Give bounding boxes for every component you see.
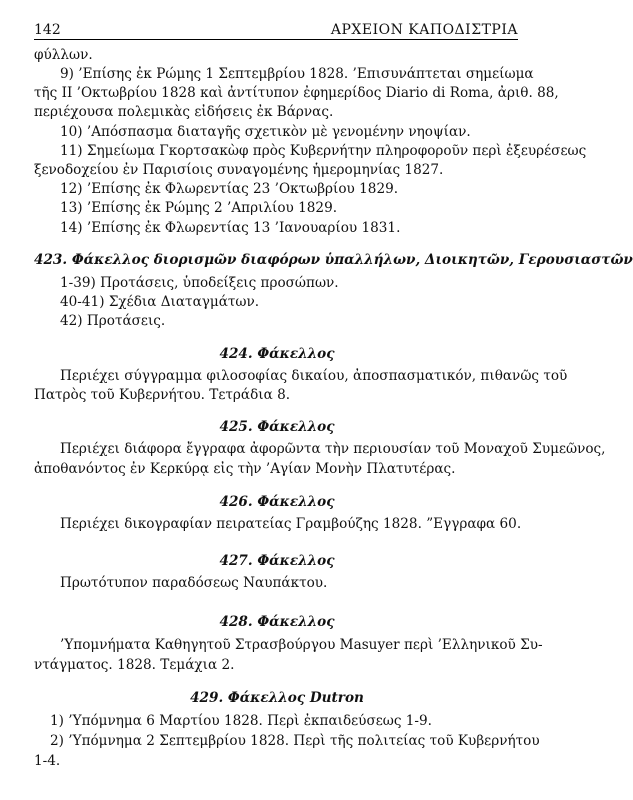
- text-line: τῆς ΙΙ ’Οκτωβρίου 1828 καὶ ἀντίτυπον ἐφημερίδος Diario di Roma, ἀριθ. 88,: [34, 85, 559, 101]
- text-line: Περιέχει δικογραφίαν πειρατείας Γραμβούζης 1828. ”Εγγραφα 60.: [60, 516, 522, 532]
- text-line: 42) Προτάσεις.: [60, 313, 166, 329]
- text-line: ντάγματος. 1828. Τεμάχια 2.: [34, 657, 235, 673]
- page-number: 142: [34, 22, 61, 38]
- text-line: 11) Σημείωμα Γκορτσακὼφ πρὸς Κυβερνήτην πληροφοροῦν περὶ ἐξευρέσεως: [60, 143, 587, 159]
- text-line: 12) ’Επίσης ἐκ Φλωρεντίας 23 ’Οκτωβρίου 1829.: [60, 181, 399, 197]
- text-line: 2) ’Υπόμνημα 2 Σεπτεμβρίου 1828. Περὶ τῆς πολιτείας τοῦ Κυβερνήτου: [50, 733, 540, 749]
- text-line: 1) ’Υπόμνημα 6 Μαρτίου 1828. Περὶ ἐκπαιδεύσεως 1-9.: [50, 713, 432, 729]
- section-heading: 424. Φάκελλος: [219, 346, 335, 362]
- section-heading: 425. Φάκελλος: [219, 419, 335, 435]
- section-heading: 429. Φάκελλος Dutron: [190, 690, 364, 706]
- section-heading: 427. Φάκελλος: [219, 553, 335, 569]
- page-header: [34, 22, 518, 38]
- text-line: περιέχουσα πολεμικὰς εἰδήσεις ἐκ Βάρνας.: [34, 104, 334, 120]
- text-line: φύλλων.: [34, 47, 93, 63]
- text-line: ’Υπομνήματα Καθηγητοῦ Στρασβούργου Masuyer περὶ ’Ελληνικοῦ Συ-: [60, 637, 543, 653]
- text-line: Πατρὸς τοῦ Κυβερνήτου. Τετράδια 8.: [34, 387, 291, 403]
- text-line: 9) ’Επίσης ἐκ Ρώμης 1 Σεπτεμβρίου 1828. ’Επισυνάπτεται σημείωμα: [60, 66, 534, 82]
- text-line: 1-39) Προτάσεις, ὑποδείξεις προσώπων.: [60, 275, 339, 291]
- section-heading: 426. Φάκελλος: [219, 494, 335, 510]
- text-line: 13) ’Επίσης ἐκ Ρώμης 2 ’Απριλίου 1829.: [60, 200, 338, 216]
- section-heading: 423. Φάκελλος διορισμῶν διαφόρων ὑπαλλήλων, Διοικητῶν, Γερουσιαστῶν: [34, 252, 633, 268]
- text-line: Περιέχει διάφορα ἔγγραφα ἀφορῶντα τὴν περιουσίαν τοῦ Μοναχοῦ Συμεῶνος,: [60, 441, 606, 457]
- header-rule: [34, 39, 518, 40]
- text-line: 10) ’Απόσπασμα διαταγῆς σχετικὸν μὲ γενομένην νηοψίαν.: [60, 124, 471, 140]
- text-line: 40-41) Σχέδια Διαταγμάτων.: [60, 294, 260, 310]
- text-line: ξενοδοχείου ἐν Παρισίοις συναγομένης ἡμερομηνίας 1827.: [34, 162, 444, 178]
- text-line: 1-4.: [34, 753, 61, 769]
- running-title: ΑΡΧΕΙΟΝ ΚΑΠΟΔΙΣΤΡΙΑ: [330, 22, 518, 38]
- text-line: ἀποθανόντος ἐν Κερκύρᾳ εἰς τὴν ’Αγίαν Μονὴν Πλατυτέρας.: [34, 461, 456, 477]
- section-heading: 428. Φάκελλος: [219, 614, 335, 630]
- text-line: Περιέχει σύγγραμμα φιλοσοφίας δικαίου, ἀποσπασματικόν, πιθανῶς τοῦ: [60, 368, 568, 384]
- text-line: Πρωτότυπον παραδόσεως Ναυπάκτου.: [60, 575, 328, 591]
- text-line: 14) ’Επίσης ἐκ Φλωρεντίας 13 ’Ιανουαρίου 1831.: [60, 220, 401, 236]
